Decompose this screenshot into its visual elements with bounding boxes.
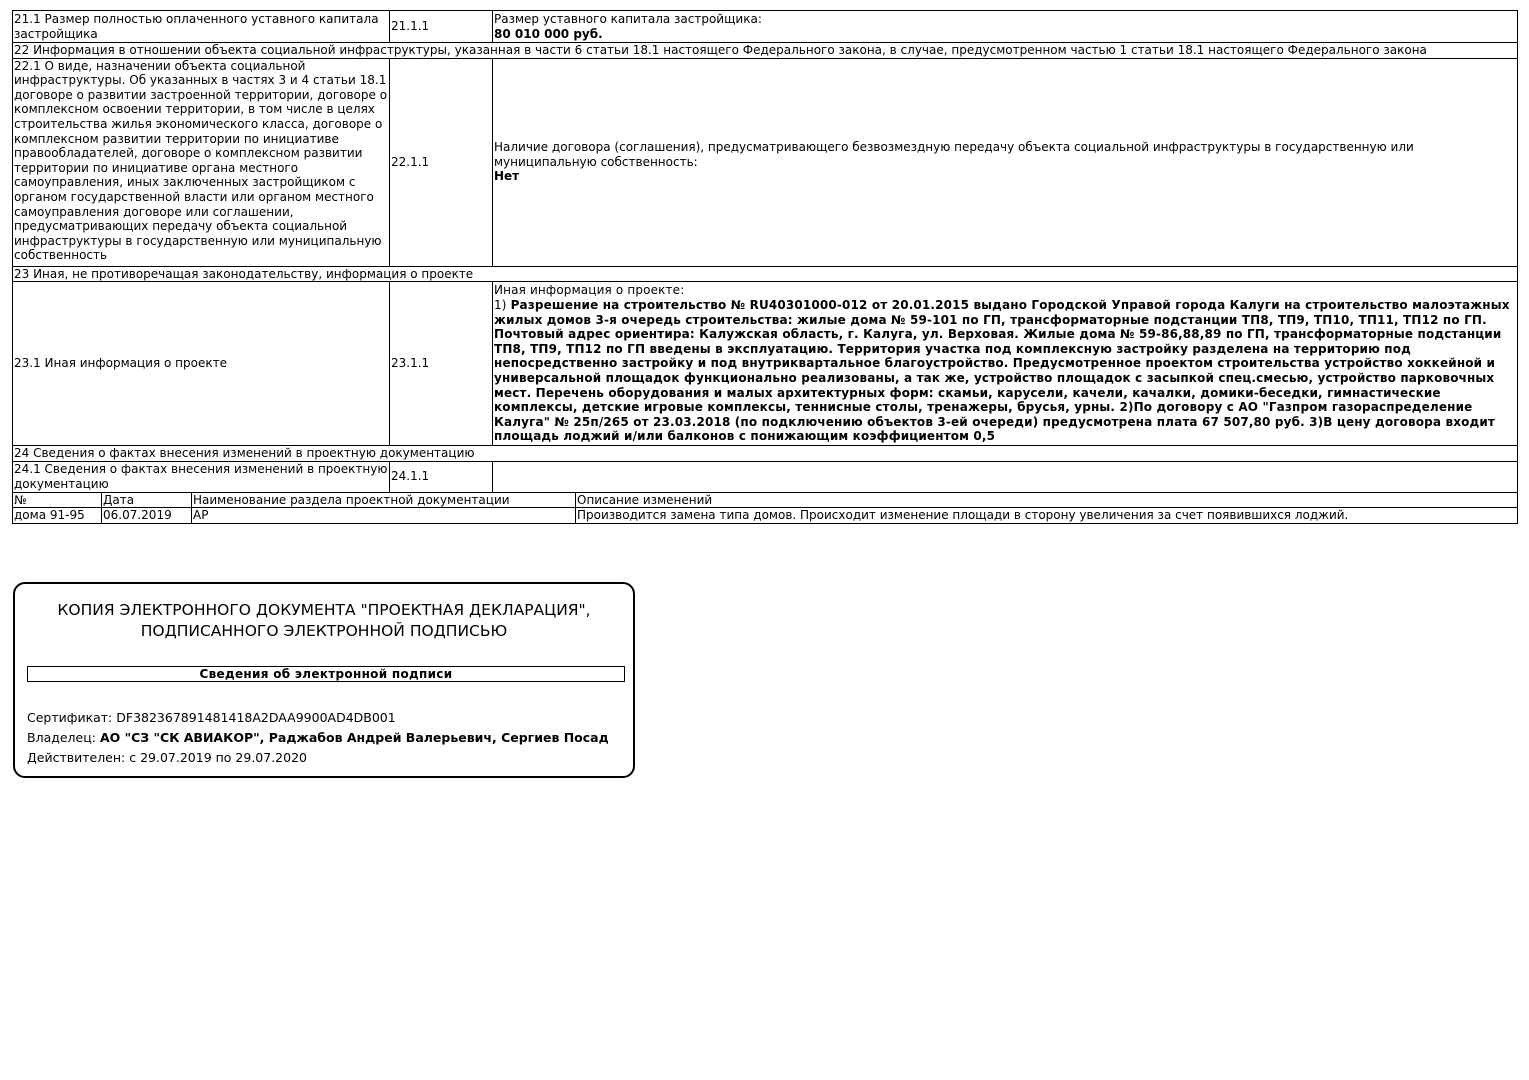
section-22-header: 22 Информация в отношении объекта социальной инфраструктуры, указанная в части 6 статьи 18.1 настоящего Федерального закона, в случае, предусмотренном частью 1 статьи 18.1 настоящего Федерального закона <box>13 43 1518 59</box>
stamp-certificate-label: Сертификат: <box>27 710 117 725</box>
stamp-validity-label: Действителен: <box>27 750 130 765</box>
row-23-1-value-prefix: 1) <box>494 298 511 313</box>
row-24-1-code: 24.1.1 <box>390 461 493 492</box>
row-21-1-value-cell <box>493 11 1518 43</box>
changes-header-description: Описание изменений <box>576 492 1518 508</box>
row-22-1-code: 22.1.1 <box>390 58 493 266</box>
changes-header-row <box>13 492 1518 508</box>
row-22-1-value-cell <box>493 58 1518 266</box>
changes-header-section: Наименование раздела проектной документации <box>192 492 576 508</box>
changes-header-number: № <box>13 492 102 508</box>
row-21-1-label: 21.1 Размер полностью оплаченного уставного капитала застройщика <box>13 11 390 43</box>
changes-cell-section: АР <box>192 508 576 524</box>
stamp-subtitle: Сведения об электронной подписи <box>27 666 625 682</box>
stamp-title <box>15 600 633 642</box>
row-23-1-value: Разрешение на строительство № RU40301000-012 от 20.01.2015 выдано Городской Управой города Калуги на строительство малоэтажных жилых домов 3-я очередь строительства: жилые дома № 59-101 по ГП, трансформаторные подстанции ТП8, ТП9, ТП10, ТП11, ТП12 по ГП. Почтовый адрес ориентира: Калужская область, г. Калуга, ул. Верховая. Жилые дома № 59-86,88,89 по ГП, трансформаторные подстанции ТП8, ТП9, ТП12 по ГП введены в эксплуатацию. Территория участка под комплексную застройку разделена на территорию под непосредственно застройку и под внутриквартальное благоустройство. Предусмотренное проектом строительства устройство хоккейной и универсальной площадок функционально реализованы, а так же, устройство площадок с засыпкой спец.смесью, устройство парковочных мест. Перечень оборудования и малых архитектурных форм: скамьи, карусели, качели, качалки, домики-беседки, гимнастические комплексы, детские игровые комплексы, теннисные столы, тренажеры, брусья, урны. 2)По договору с АО "Газпром газораспределение Калуга" № 25п/265 от 23.03.2018 (по подключению объектов 3-ей очереди) предусмотрена плата 67 507,80 руб. 3)В цену договора входит площадь лоджий и/или балконов с понижающим коэффициентом 0,5 <box>494 298 1510 444</box>
changes-cell-description: Производится замена типа домов. Происходит изменение площади в сторону увеличения за счет появившихся лоджий. <box>576 508 1518 524</box>
section-22-header-row <box>13 43 1518 59</box>
row-23-1-value-block <box>494 298 1516 444</box>
row-22-1 <box>13 58 1518 266</box>
row-23-1-value-label: Иная информация о проекте: <box>494 283 685 298</box>
row-24-1 <box>13 461 1518 492</box>
signature-stamp <box>13 582 635 778</box>
stamp-owner-label: Владелец: <box>27 730 100 745</box>
row-24-1-value <box>493 461 1518 492</box>
declaration-document <box>12 10 1517 524</box>
row-24-1-label: 24.1 Сведения о фактах внесения изменений в проектную документацию <box>13 461 390 492</box>
stamp-owner <box>27 730 609 746</box>
row-22-1-label: 22.1 О виде, назначении объекта социальной инфраструктуры. Об указанных в частях 3 и 4 статьи 18.1 договоре о развитии застроенной территории, договоре о комплексном освоении территории, в том числе в целях строительства жилья экономического класса, договоре о комплексном развитии территории по инициативе правообладателей, договоре о комплексном развитии территории по инициативе органа местного самоуправления, иных заключенных застройщиком с органом государственной власти или органом местного самоуправления договоре или соглашении, предусматривающих передачу объекта социальной инфраструктуры в государственную или муниципальную собственность <box>13 58 390 266</box>
row-21-1-value: 80 010 000 руб. <box>494 26 603 41</box>
stamp-validity <box>27 750 307 766</box>
stamp-certificate <box>27 710 396 726</box>
row-23-1-value-cell <box>493 282 1518 446</box>
section-23-header: 23 Иная, не противоречащая законодательству, информация о проекте <box>13 266 1518 282</box>
stamp-certificate-value: DF382367891481418A2DAA9900AD4DB001 <box>116 710 396 725</box>
section-23-header-row <box>13 266 1518 282</box>
changes-cell-date: 06.07.2019 <box>102 508 192 524</box>
row-23-1 <box>13 282 1518 446</box>
changes-table <box>12 492 1518 524</box>
row-21-1 <box>13 11 1518 43</box>
declaration-table <box>12 10 1518 493</box>
row-22-1-value-label: Наличие договора (соглашения), предусматривающего безвозмездную передачу объекта социальной инфраструктуры в государственную или муниципальную собственность: <box>494 140 1414 169</box>
stamp-title-line-2: ПОДПИСАННОГО ЭЛЕКТРОННОЙ ПОДПИСЬЮ <box>140 622 508 640</box>
stamp-owner-value: АО "СЗ "СК АВИАКОР", Раджабов Андрей Валерьевич, Сергиев Посад <box>99 730 609 745</box>
section-24-header-row <box>13 446 1518 462</box>
row-22-1-value: Нет <box>494 169 520 184</box>
row-21-1-code: 21.1.1 <box>390 11 493 43</box>
row-21-1-value-label: Размер уставного капитала застройщика: <box>494 11 762 26</box>
stamp-title-line-1: КОПИЯ ЭЛЕКТРОННОГО ДОКУМЕНТА "ПРОЕКТНАЯ ДЕКЛАРАЦИЯ", <box>57 601 591 619</box>
section-24-header: 24 Сведения о фактах внесения изменений в проектную документацию <box>13 446 1518 462</box>
row-23-1-code: 23.1.1 <box>390 282 493 446</box>
row-23-1-label: 23.1 Иная информация о проекте <box>13 282 390 446</box>
stamp-validity-value: с 29.07.2019 по 29.07.2020 <box>129 750 307 765</box>
table-row <box>13 508 1518 524</box>
changes-header-date: Дата <box>102 492 192 508</box>
changes-cell-number: дома 91-95 <box>13 508 102 524</box>
